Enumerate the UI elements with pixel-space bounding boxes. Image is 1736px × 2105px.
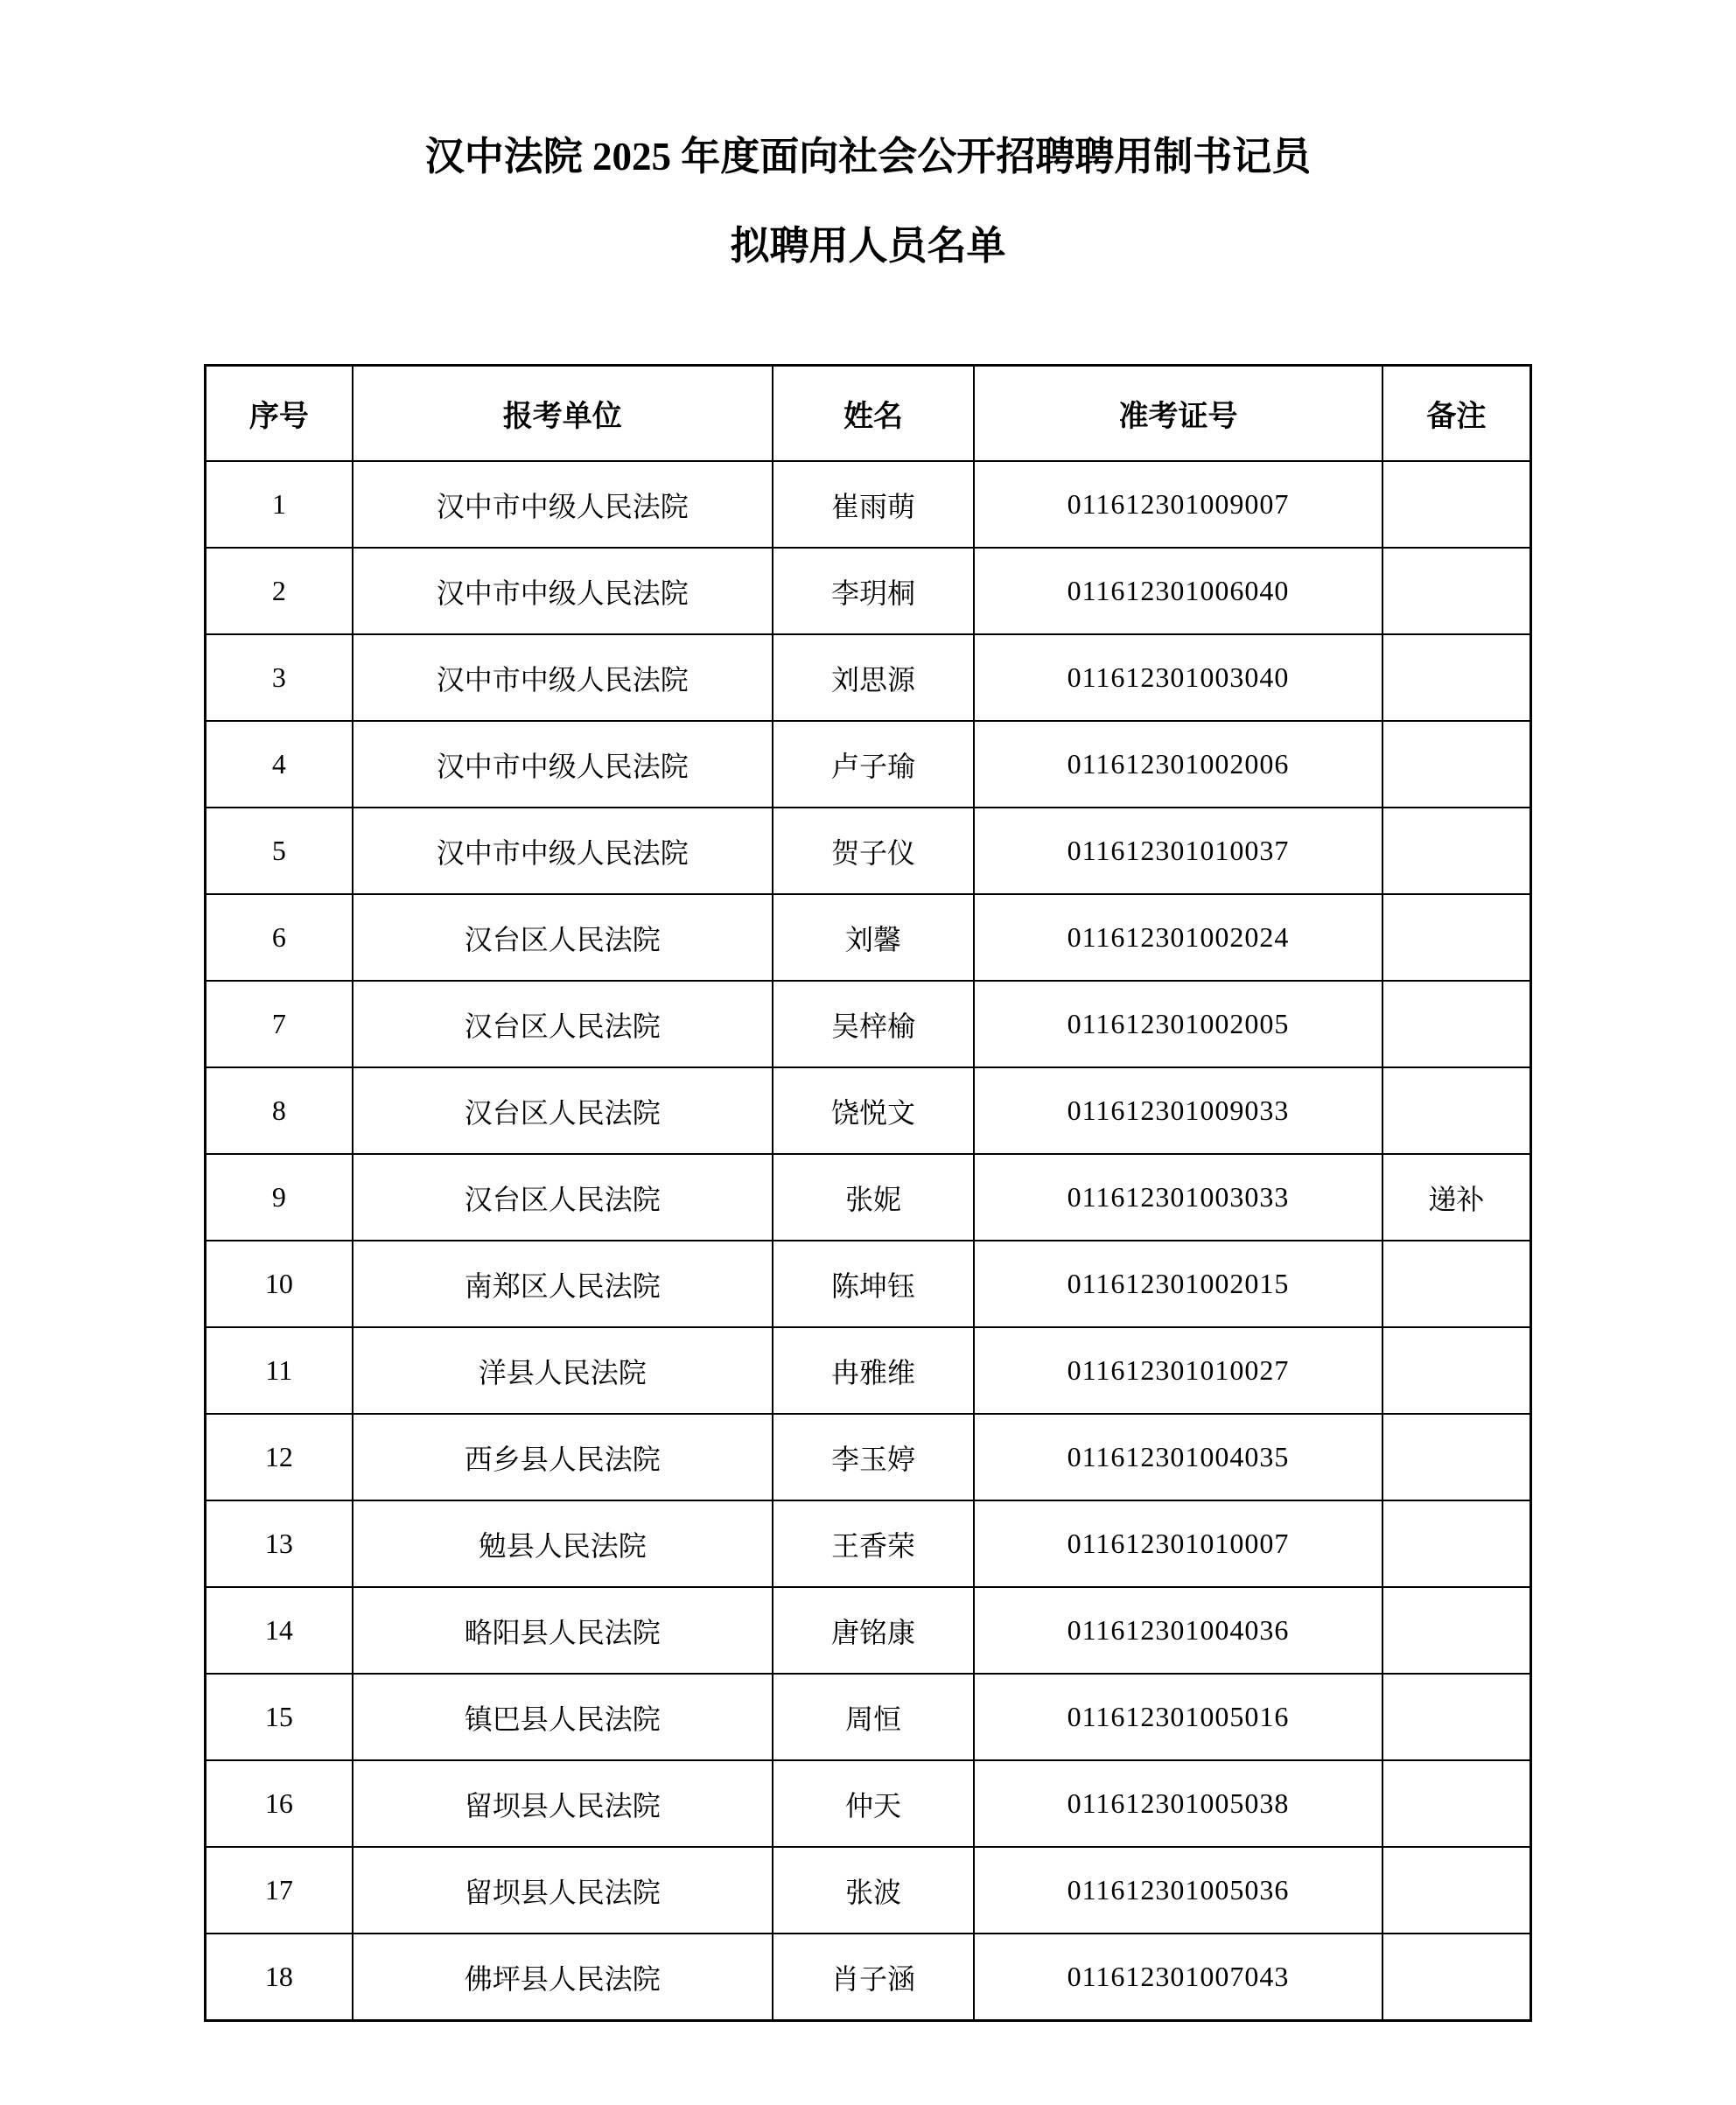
cell-remark — [1382, 461, 1531, 548]
table-header — [206, 366, 1531, 462]
table-row — [206, 1414, 1531, 1500]
document-title-line1: 汉中法院 2025 年度面向社会公开招聘聘用制书记员 — [424, 135, 1312, 178]
cell-name: 冉雅维 — [773, 1327, 974, 1414]
cell-no: 9 — [206, 1154, 353, 1241]
cell-name: 卢子瑜 — [773, 721, 974, 808]
cell-unit: 略阳县人民法院 — [353, 1587, 773, 1674]
cell-no: 14 — [206, 1587, 353, 1674]
table-row — [206, 548, 1531, 634]
cell-ticket: 011612301009007 — [974, 461, 1382, 548]
cell-name: 陈坤钰 — [773, 1241, 974, 1327]
cell-no: 4 — [206, 721, 353, 808]
cell-remark — [1382, 981, 1531, 1067]
table-row — [206, 1847, 1531, 1934]
cell-unit: 汉中市中级人民法院 — [353, 461, 773, 548]
cell-unit: 汉中市中级人民法院 — [353, 808, 773, 894]
table-row — [206, 981, 1531, 1067]
table-row — [206, 1674, 1531, 1760]
cell-remark — [1382, 808, 1531, 894]
cell-remark — [1382, 894, 1531, 981]
cell-ticket: 011612301002015 — [974, 1241, 1382, 1327]
cell-ticket: 011612301002024 — [974, 894, 1382, 981]
roster-table — [204, 364, 1532, 2022]
cell-remark — [1382, 1241, 1531, 1327]
cell-unit: 西乡县人民法院 — [353, 1414, 773, 1500]
cell-name: 仲天 — [773, 1760, 974, 1847]
cell-ticket: 011612301007043 — [974, 1934, 1382, 2021]
cell-unit: 汉台区人民法院 — [353, 981, 773, 1067]
cell-unit: 汉台区人民法院 — [353, 1067, 773, 1154]
cell-no: 7 — [206, 981, 353, 1067]
table-row — [206, 1067, 1531, 1154]
cell-no: 1 — [206, 461, 353, 548]
cell-name: 王香荣 — [773, 1500, 974, 1587]
cell-remark: 递补 — [1382, 1154, 1531, 1241]
table-row — [206, 634, 1531, 721]
cell-ticket: 011612301009033 — [974, 1067, 1382, 1154]
cell-no: 13 — [206, 1500, 353, 1587]
cell-no: 6 — [206, 894, 353, 981]
cell-unit: 留坝县人民法院 — [353, 1760, 773, 1847]
table-row — [206, 1500, 1531, 1587]
cell-unit: 佛坪县人民法院 — [353, 1934, 773, 2021]
cell-ticket: 011612301010027 — [974, 1327, 1382, 1414]
cell-no: 15 — [206, 1674, 353, 1760]
cell-no: 18 — [206, 1934, 353, 2021]
cell-name: 周恒 — [773, 1674, 974, 1760]
cell-remark — [1382, 1934, 1531, 2021]
cell-name: 李玥桐 — [773, 548, 974, 634]
cell-no: 17 — [206, 1847, 353, 1934]
cell-unit: 汉中市中级人民法院 — [353, 548, 773, 634]
cell-name: 唐铭康 — [773, 1587, 974, 1674]
cell-ticket: 011612301005016 — [974, 1674, 1382, 1760]
cell-unit: 南郑区人民法院 — [353, 1241, 773, 1327]
cell-no: 2 — [206, 548, 353, 634]
cell-unit: 汉台区人民法院 — [353, 1154, 773, 1241]
cell-remark — [1382, 1847, 1531, 1934]
table-row — [206, 1241, 1531, 1327]
cell-ticket: 011612301003040 — [974, 634, 1382, 721]
col-header-ticket: 准考证号 — [974, 366, 1382, 462]
table-row — [206, 894, 1531, 981]
table-row — [206, 721, 1531, 808]
cell-no: 11 — [206, 1327, 353, 1414]
table-row — [206, 1327, 1531, 1414]
cell-ticket: 011612301006040 — [974, 548, 1382, 634]
cell-remark — [1382, 1414, 1531, 1500]
cell-remark — [1382, 634, 1531, 721]
cell-remark — [1382, 1500, 1531, 1587]
cell-no: 12 — [206, 1414, 353, 1500]
cell-name: 肖子涵 — [773, 1934, 974, 2021]
table-row — [206, 808, 1531, 894]
table-header-row — [206, 366, 1531, 462]
cell-no: 3 — [206, 634, 353, 721]
table-row — [206, 1154, 1531, 1241]
cell-name: 贺子仪 — [773, 808, 974, 894]
cell-unit: 洋县人民法院 — [353, 1327, 773, 1414]
cell-remark — [1382, 1674, 1531, 1760]
cell-unit: 汉中市中级人民法院 — [353, 634, 773, 721]
table-row — [206, 461, 1531, 548]
cell-name: 张妮 — [773, 1154, 974, 1241]
cell-remark — [1382, 548, 1531, 634]
cell-unit: 勉县人民法院 — [353, 1500, 773, 1587]
col-header-remark: 备注 — [1382, 366, 1531, 462]
cell-name: 李玉婷 — [773, 1414, 974, 1500]
cell-no: 16 — [206, 1760, 353, 1847]
cell-remark — [1382, 721, 1531, 808]
cell-remark — [1382, 1327, 1531, 1414]
cell-ticket: 011612301002005 — [974, 981, 1382, 1067]
table-body — [206, 461, 1531, 2021]
cell-no: 8 — [206, 1067, 353, 1154]
cell-ticket: 011612301010037 — [974, 808, 1382, 894]
table-row — [206, 1587, 1531, 1674]
cell-ticket: 011612301005038 — [974, 1760, 1382, 1847]
cell-name: 吴梓榆 — [773, 981, 974, 1067]
table-row — [206, 1760, 1531, 1847]
cell-no: 10 — [206, 1241, 353, 1327]
cell-name: 饶悦文 — [773, 1067, 974, 1154]
cell-unit: 汉台区人民法院 — [353, 894, 773, 981]
cell-unit: 汉中市中级人民法院 — [353, 721, 773, 808]
cell-ticket: 011612301005036 — [974, 1847, 1382, 1934]
cell-ticket: 011612301003033 — [974, 1154, 1382, 1241]
col-header-no: 序号 — [206, 366, 353, 462]
cell-ticket: 011612301004035 — [974, 1414, 1382, 1500]
cell-remark — [1382, 1067, 1531, 1154]
col-header-name: 姓名 — [773, 366, 974, 462]
cell-name: 崔雨萌 — [773, 461, 974, 548]
table-row — [206, 1934, 1531, 2021]
cell-ticket: 011612301004036 — [974, 1587, 1382, 1674]
cell-ticket: 011612301002006 — [974, 721, 1382, 808]
col-header-unit: 报考单位 — [353, 366, 773, 462]
cell-ticket: 011612301010007 — [974, 1500, 1382, 1587]
cell-name: 张波 — [773, 1847, 974, 1934]
cell-name: 刘馨 — [773, 894, 974, 981]
cell-remark — [1382, 1587, 1531, 1674]
cell-no: 5 — [206, 808, 353, 894]
document-title-line2: 拟聘用人员名单 — [730, 224, 1006, 268]
cell-unit: 留坝县人民法院 — [353, 1847, 773, 1934]
cell-unit: 镇巴县人民法院 — [353, 1674, 773, 1760]
cell-name: 刘思源 — [773, 634, 974, 721]
cell-remark — [1382, 1760, 1531, 1847]
